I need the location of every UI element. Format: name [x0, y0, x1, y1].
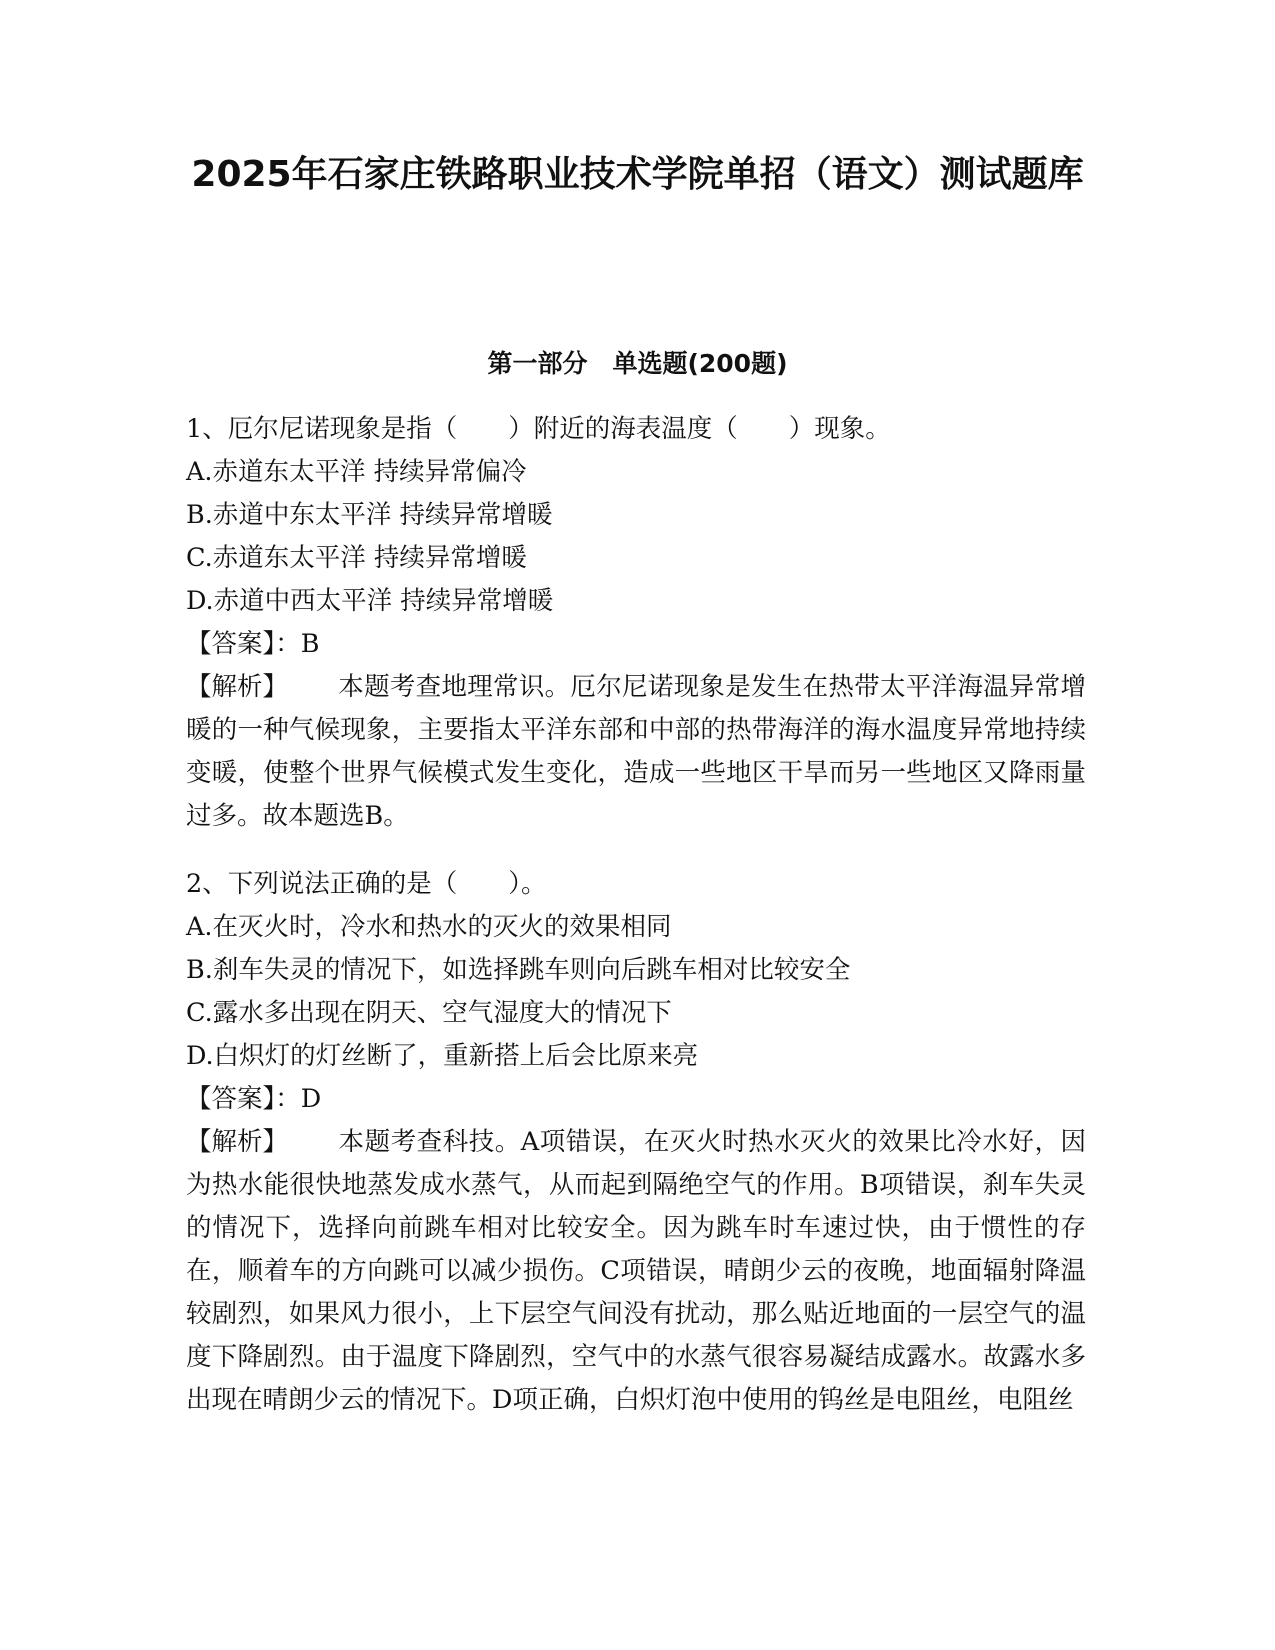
question-stem: 2、下列说法正确的是（ ）。 [186, 869, 547, 899]
section-title: 第一部分 单选题(200题) [487, 349, 788, 378]
answer-value: B [300, 629, 320, 659]
answer-label: 【答案】： [186, 1084, 301, 1114]
answer-line [186, 623, 1086, 666]
analysis-paragraph [186, 1121, 1086, 1422]
answer-value: D [300, 1084, 322, 1114]
option-c: C.赤道东太平洋 持续异常增暖 [186, 543, 527, 573]
option-a: A.赤道东太平洋 持续异常偏冷 [186, 457, 527, 487]
analysis-label: 【解析】 [186, 672, 289, 702]
answer-label: 【答案】： [186, 629, 301, 659]
option-a: A.在灭火时，冷水和热水的灭火的效果相同 [186, 912, 672, 942]
analysis-text: 本题考查科技。A项错误，在灭火时热水灭火的效果比冷水好，因为热水能很快地蒸发成水蒸气，从而起到隔绝空气的作用。B项错误，刹车失灵的情况下，选择向前跳车相对比较安全。因为跳车时车速过快，由于惯性的存在，顺着车的方向跳可以减少损伤。C项错误，晴朗少云的夜晚，地面辐射降温较剧烈，如果风力很小，上下层空气间没有扰动，那么贴近地面的一层空气的温度下降剧烈。由于温度下降剧烈，空气中的水蒸气很容易凝结成露水。故露水多出现在晴朗少云的情况下。D项正确，白炽灯泡中使用的钨丝是电阻丝，电阻丝 [186, 1127, 1086, 1415]
option-b: B.赤道中东太平洋 持续异常增暖 [186, 500, 553, 530]
document-title: 2025年石家庄铁路职业技术学院单招（语文）测试题库 [191, 154, 1084, 195]
option-d: D.白炽灯的灯丝断了，重新搭上后会比原来亮 [186, 1041, 699, 1071]
option-b: B.刹车失灵的情况下，如选择跳车则向后跳车相对比较安全 [186, 955, 851, 985]
analysis-paragraph [186, 666, 1086, 838]
option-d: D.赤道中西太平洋 持续异常增暖 [186, 586, 554, 616]
analysis-text: 本题考查地理常识。厄尔尼诺现象是发生在热带太平洋海温异常增暖的一种气候现象，主要指太平洋东部和中部的热带海洋的海水温度异常地持续变暖，使整个世界气候模式发生变化，造成一些地区干旱而另一些地区又降雨量过多。故本题选B。 [186, 672, 1086, 831]
question-item [186, 863, 1086, 1422]
analysis-label: 【解析】 [186, 1127, 289, 1157]
question-list [186, 408, 1086, 1422]
option-c: C.露水多出现在阴天、空气湿度大的情况下 [186, 998, 672, 1028]
question-item [186, 408, 1086, 838]
question-stem: 1、厄尔尼诺现象是指（ ）附近的海表温度（ ）现象。 [186, 414, 891, 444]
answer-line [186, 1078, 1086, 1121]
